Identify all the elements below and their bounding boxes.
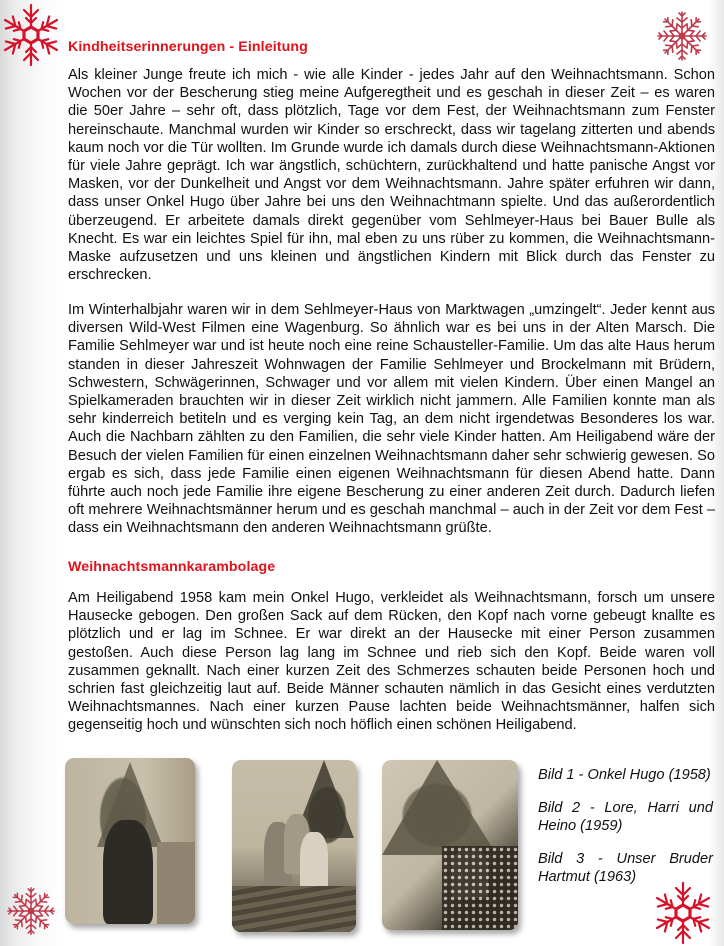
christmas-tree-icon [382,760,502,860]
caption-photo-2: Bild 2 - Lore, Harri und Heino (1959) [538,799,713,834]
caption-photo-3: Bild 3 - Unser Bruder Hartmut (1963) [538,850,713,885]
section-heading-karambolage: Weihnachtsmannkarambolage [68,559,276,575]
photo-onkel-hugo [65,758,195,924]
section-heading-kindheitserinnerungen: Kindheitserinnerungen - Einleitung [68,39,308,55]
paragraph-winterhalbjahr: Im Winterhalbjahr waren wir in dem Sehlmeyer-Haus von Marktwagen „umzingelt“. Jeder kennt aus diversen Wild-West Filmen eine Wagenburg. So ähnlich war es bei uns in der Alten Marsch. Die Familie Sehlmeyer war und ist heute noch eine reine Schausteller-Familie. Um das alte Haus herum standen in dieser Jahreszeit Wohnwagen der Familie Sehlmeyer und Brockelmann mit Brüdern, Schwestern, Schwägerinnen, Schwager und vor allem mit vielen Kindern. Über einen Mangel an Spielkameraden brauchten wir in dieser Zeit wirklich nicht jammern. Alle Familien konnte man als sehr kinderreich betiteln und es verging kein Tag, an dem nicht irgendetwas Besonderes los war. Auch die Nachbarn zählten zu den Familien, die sehr viele Kinder hatten. Am Heiligabend wäre der Besuch der vielen Familien für einen einzelnen Weihnachtsmann daher sehr schwierig gewesen. So ergab es sich, dass jede Familie einen eigenen Weihnachtsmann für diesen Abend hatte. Dann führte auch noch jede Familie ihre eigene Bescherung zu einer anderen Zeit durch. Dadurch liefen oft mehrere Weihnachtsmänner herum und es geschah manchmal – auch in der Zeit vor dem Fest – dass ein Weihnachtsmann den anderen Weihnachtsmann grüßte. [68,302,715,537]
paragraph-intro: Als kleiner Junge freute ich mich - wie alle Kinder - jedes Jahr auf den Weihnachtsmann. Schon Wochen vor der Bescherung stieg meine Aufgeregtheit und es geschah in dieser Zeit – es waren die 50er Jahre – sehr oft, dass plötzlich, Tage vor dem Fest, der Weihnachtsmann zum Fenster hereinschaute. Manchmal wurden wir Kinder so erschreckt, dass wir tagelang zitterten und abends kaum noch vor die Tür wollten. Im Grunde wurde ich damals durch diese Weihnachtsmann-Aktionen für viele Jahre geprägt. Ich war ängstlich, schüchtern, zurückhaltend und hatte panische Angst vor Masken, vor der Dunkelheit und Angst vor dem Weihnachtsmann. Jahre später erfuhren wir dann, dass unser Onkel Hugo über Jahre bei uns den Weihnachtmann spielte. Und das außerordentlich überzeugend. Er arbeitete damals direkt gegenüber vom Sehlmeyer-Haus bei Bauer Bulle als Knecht. Es war ein leichtes Spiel für ihn, mal eben zu uns rüber zu kommen, die Weihnachtsmann-Maske aufzusetzen und uns kleinen und ängstlichen Kindern mit Blick durch das Fenster zu erschrecken. [68,67,715,284]
cabinet [157,842,195,924]
paragraph-karambolage: Am Heiligabend 1958 kam mein Onkel Hugo, verkleidet als Weihnachtsmann, forsch um unsere Hausecke gebogen. Den großen Sack auf dem Rücken, den Kopf nach vorne gebeugt knallte es plötzlich und er lag im Schnee. Er war direkt an der Hausecke mit einer Person zusammen gestoßen. Auch diese Person lag lang im Schnee und rieb sich den Kopf. Beide waren voll zusammen geknallt. Nach einer kurzen Zeit des Schmerzes schauten beide Personen hoch und schrien fast gleichzeitig laut auf. Beide Männer schauten nämlich in das Gesicht eines verdutzten Weihnachtsmannes. Nach einer kurzen Pause lachten beide Weihnachtsmänner, halfen sich gegenseitig hoch und wünschten sich noch höflich einen schönen Heiligabend. [68,590,715,734]
snowflake-icon-top-left [0,2,64,68]
snowflake-icon-top-right [656,10,708,62]
sofa [232,886,356,932]
caption-photo-1: Bild 1 - Onkel Hugo (1958) [538,767,711,783]
sofa [442,846,518,930]
person-silhouette [103,820,153,924]
child-silhouette [300,832,328,892]
snowflake-icon-bottom-left [6,886,56,936]
photo-hartmut [382,760,518,930]
photo-captions [538,766,713,901]
photo-lore-harri-heino [232,760,356,932]
